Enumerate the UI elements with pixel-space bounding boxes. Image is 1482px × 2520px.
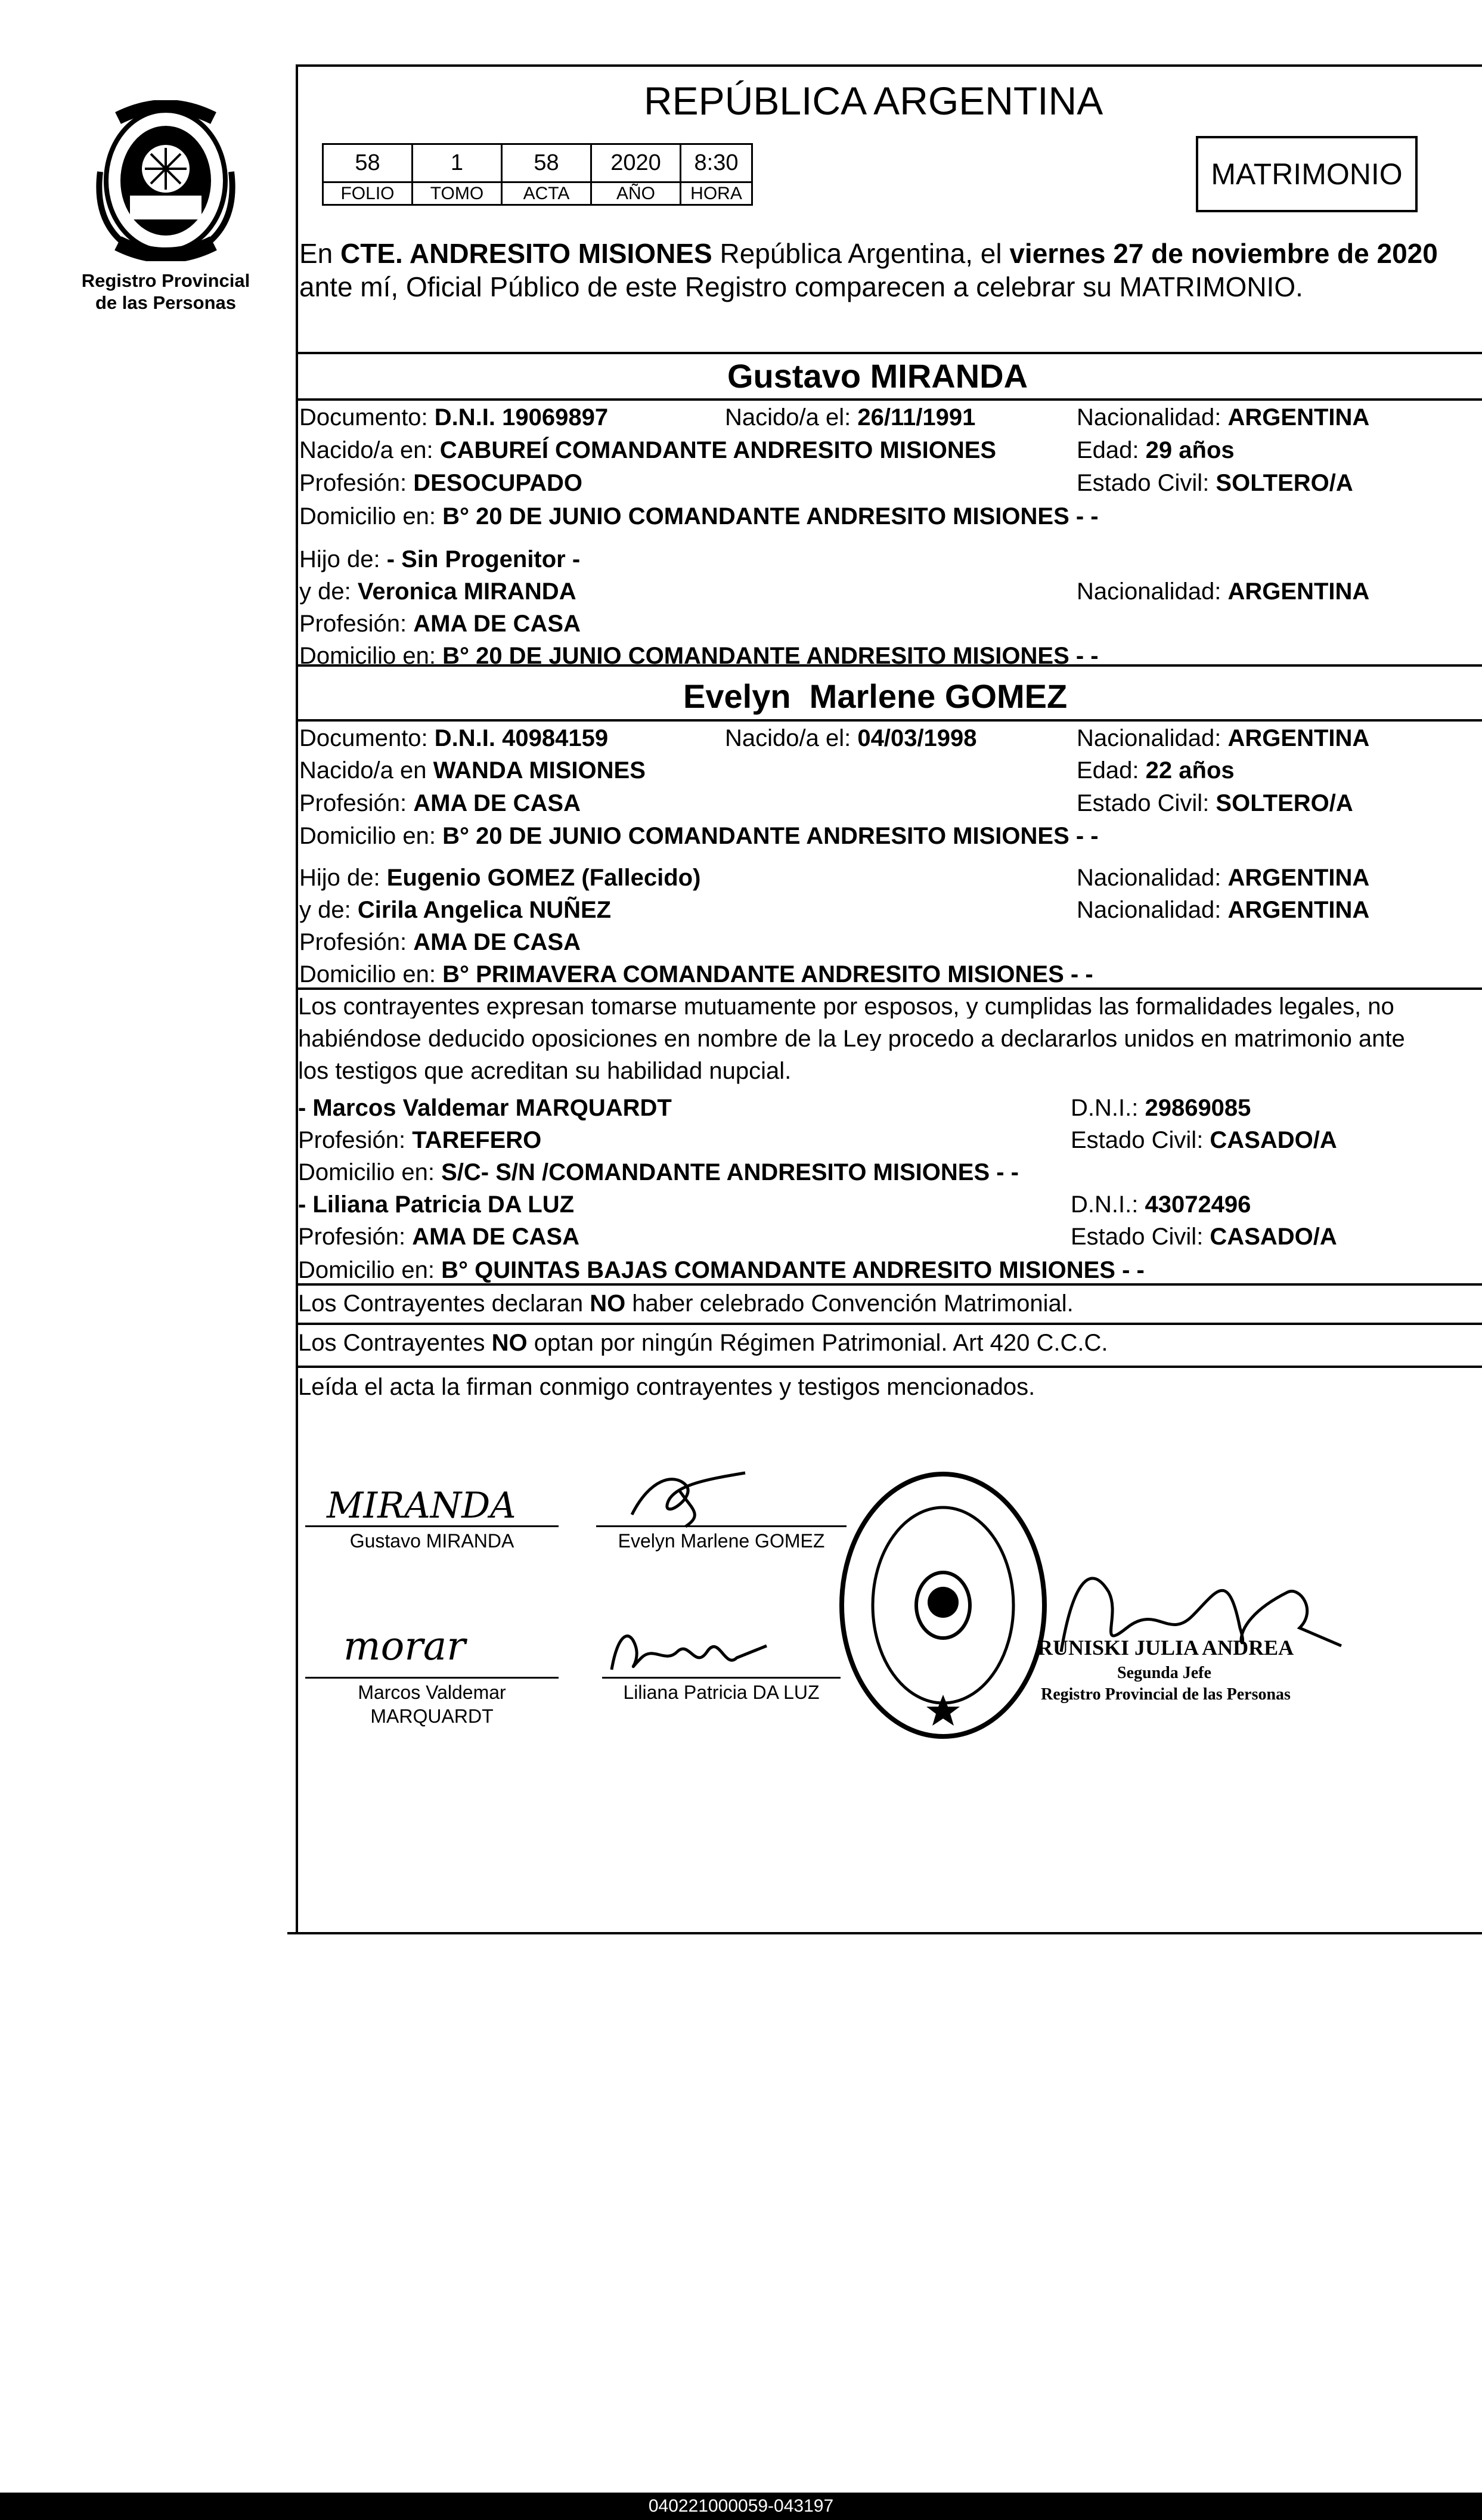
value: Cirila Angelica NUÑEZ — [357, 897, 612, 923]
value: 29 años — [1145, 437, 1235, 463]
spouse1-birthplace — [299, 438, 996, 462]
value: SOLTERO/A — [1216, 790, 1353, 816]
value: SOLTERO/A — [1216, 470, 1353, 496]
intro-place: CTE. ANDRESITO MISIONES — [340, 238, 712, 269]
spouse2-parent-addr — [299, 962, 1093, 986]
act-type-box — [1196, 136, 1418, 212]
label: Domicilio en: — [299, 503, 443, 530]
spouse2-nat — [1077, 726, 1369, 750]
label: Profesión: — [299, 929, 414, 955]
officer-org: Registro Provincial de las Personas — [1041, 1685, 1291, 1704]
declaration-line1: Los contrayentes expresan tomarse mutuamente por esposos, y cumplidas las formalidades legales, no — [298, 995, 1394, 1018]
label: Nacionalidad: — [1077, 865, 1228, 891]
value: B° 20 DE JUNIO COMANDANTE ANDRESITO MISIONES - - — [442, 503, 1099, 530]
witness1-prof — [298, 1128, 541, 1152]
declaration-line3: los testigos que acreditan su habilidad nupcial. — [298, 1058, 792, 1084]
convention-line2 — [298, 1331, 1108, 1355]
signature-marquardt: morar — [343, 1623, 466, 1669]
value: Veronica MIRANDA — [357, 578, 576, 605]
label: Profesión: — [299, 611, 414, 637]
sig-line-3 — [305, 1677, 559, 1679]
label: Domicilio en: — [299, 823, 443, 849]
tomo-label: TOMO — [413, 182, 502, 205]
label: Domicilio en: — [298, 1159, 442, 1185]
value: 04/03/1998 — [857, 725, 977, 751]
convention-line1 — [298, 1292, 1074, 1315]
sep-convention — [297, 1323, 1482, 1325]
label: Nacido/a en — [299, 757, 433, 784]
intro-date: viernes 27 de noviembre de 2020 — [1009, 238, 1438, 269]
label: Hijo de: — [299, 546, 387, 572]
intro-text: En — [299, 238, 341, 269]
spouse1-civil — [1077, 471, 1353, 495]
sep-closing — [297, 1366, 1482, 1368]
label: Profesión: — [298, 1224, 413, 1250]
label: Estado Civil: — [1071, 1224, 1210, 1250]
witness1-dni — [1071, 1096, 1251, 1120]
sep-witness-end — [297, 1283, 1482, 1286]
registry-label-line2: de las Personas — [95, 292, 237, 314]
label: y de: — [299, 897, 358, 923]
label: Nacionalidad: — [1077, 578, 1228, 605]
spouse2-mother — [299, 898, 611, 922]
value: CASADO/A — [1210, 1127, 1337, 1153]
province-seal — [94, 100, 237, 261]
value: B° PRIMAVERA COMANDANTE ANDRESITO MISIONES - - — [442, 961, 1093, 987]
sep-spouse2-name — [297, 719, 1482, 722]
spouse2-father-nat — [1077, 866, 1369, 890]
value: ARGENTINA — [1227, 578, 1370, 605]
label: D.N.I.: — [1071, 1095, 1145, 1121]
acta-value: 58 — [502, 144, 591, 182]
label: Nacionalidad: — [1077, 897, 1228, 923]
label: Domicilio en: — [299, 643, 443, 669]
declaration-line2: habiéndose deducido oposiciones en nombre de la Ley procedo a declararlos unidos en matrimonio ante — [298, 1027, 1405, 1051]
frame-bottom — [287, 1932, 1482, 1934]
sig-label-1: Gustavo MIRANDA — [349, 1530, 514, 1552]
value: 29869085 — [1145, 1095, 1251, 1121]
label: Documento: — [299, 404, 435, 431]
witness2-name: - Liliana Patricia DA LUZ — [298, 1191, 575, 1218]
spouse1-addr — [299, 504, 1099, 528]
value: D.N.I. 19069897 — [434, 404, 609, 431]
value: CABUREÍ COMANDANTE ANDRESITO MISIONES — [439, 437, 997, 463]
folio-value: 58 — [323, 144, 413, 182]
spouse2-father — [299, 866, 700, 890]
spouse1-born — [725, 405, 975, 429]
witness1-addr — [298, 1160, 1019, 1184]
spouse2-doc — [299, 726, 608, 750]
officer-role: Segunda Jefe — [1117, 1664, 1211, 1682]
signature-daluz — [606, 1622, 773, 1685]
act-type: MATRIMONIO — [1211, 157, 1403, 191]
value: B° 20 DE JUNIO COMANDANTE ANDRESITO MISIONES - - — [442, 823, 1099, 849]
value: TAREFERO — [412, 1127, 542, 1153]
sig-label-3-line1: Marcos Valdemar — [358, 1682, 506, 1703]
text: Los Contrayentes — [298, 1330, 492, 1356]
value: B° QUINTAS BAJAS COMANDANTE ANDRESITO MISIONES - - — [441, 1257, 1145, 1283]
label: Nacido/a el: — [725, 404, 858, 431]
tomo-value: 1 — [413, 144, 502, 182]
spouse2-age — [1077, 759, 1235, 782]
text: Los Contrayentes declaran — [298, 1290, 590, 1317]
value: ARGENTINA — [1227, 725, 1370, 751]
spouse2-birthplace — [299, 759, 646, 782]
spouse1-mother — [299, 580, 576, 603]
label: Edad: — [1077, 437, 1146, 463]
spouse1-father — [299, 547, 580, 571]
intro-line2: ante mí, Oficial Público de este Registro comparecen a celebrar su MATRIMONIO. — [299, 271, 1303, 302]
label: Profesión: — [299, 470, 414, 496]
spouse1-parent-prof — [299, 612, 581, 636]
sig-line-2 — [596, 1525, 847, 1527]
acta-label: ACTA — [502, 182, 591, 205]
registry-label-line1: Registro Provincial — [81, 270, 250, 291]
value: B° 20 DE JUNIO COMANDANTE ANDRESITO MISIONES - - — [442, 643, 1099, 669]
text: haber celebrado Convención Matrimonial. — [625, 1290, 1074, 1317]
spouse2-addr — [299, 824, 1099, 848]
witness1-civil — [1071, 1128, 1337, 1152]
closing-text: Leída el acta la firman conmigo contrayentes y testigos mencionados. — [298, 1374, 1035, 1400]
text-bold: NO — [590, 1290, 626, 1317]
spouse2-prof — [299, 791, 581, 815]
intro-text: República Argentina, el — [712, 238, 1010, 269]
witness2-civil — [1071, 1225, 1337, 1249]
value: S/C- S/N /COMANDANTE ANDRESITO MISIONES - - — [441, 1159, 1019, 1185]
value: D.N.I. 40984159 — [434, 725, 609, 751]
label: Nacido/a en: — [299, 437, 440, 463]
sig-label-3-line2: MARQUARDT — [370, 1705, 494, 1727]
label: Domicilio en: — [298, 1257, 442, 1283]
spouse1-age — [1077, 438, 1235, 462]
label: Nacido/a el: — [725, 725, 858, 751]
label: Nacionalidad: — [1077, 404, 1228, 431]
value: 26/11/1991 — [857, 404, 976, 431]
label: Edad: — [1077, 757, 1146, 784]
sep-header — [297, 352, 1482, 354]
page-title: REPÚBLICA ARGENTINA — [644, 79, 1103, 123]
spouse1-parent-addr — [299, 644, 1099, 668]
value: ARGENTINA — [1227, 404, 1370, 431]
sig-label-4: Liliana Patricia DA LUZ — [623, 1682, 820, 1703]
signature-miranda: MIRANDA — [327, 1485, 516, 1527]
value: 43072496 — [1145, 1191, 1251, 1218]
sig-line-4 — [602, 1677, 841, 1679]
value: AMA DE CASA — [413, 790, 581, 816]
label: Domicilio en: — [299, 961, 443, 987]
officer-name: RUNISKI JULIA ANDREA — [1037, 1636, 1294, 1660]
spouse2-civil — [1077, 791, 1353, 815]
label: Profesión: — [298, 1127, 413, 1153]
signature-officer — [1037, 1556, 1347, 1679]
year-label: AÑO — [591, 182, 681, 205]
text-bold: NO — [491, 1330, 528, 1356]
value: CASADO/A — [1210, 1224, 1337, 1250]
sig-label-3 — [305, 1680, 559, 1728]
value: - Sin Progenitor - — [386, 546, 581, 572]
value: WANDA MISIONES — [433, 757, 646, 784]
witness1-name: - Marcos Valdemar MARQUARDT — [298, 1095, 672, 1121]
witness2-prof — [298, 1225, 579, 1249]
value: AMA DE CASA — [412, 1224, 579, 1250]
frame-top — [297, 64, 1482, 67]
label: Estado Civil: — [1071, 1127, 1210, 1153]
sig-label-2: Evelyn Marlene GOMEZ — [618, 1530, 825, 1552]
sep-spouse2-end — [297, 987, 1482, 990]
sep-spouse1-name — [297, 398, 1482, 401]
sig-line-1 — [305, 1525, 559, 1527]
spouse1-nat — [1077, 405, 1369, 429]
official-stamp — [836, 1468, 1050, 1742]
folio-label: FOLIO — [323, 182, 413, 205]
value: DESOCUPADO — [413, 470, 582, 496]
label: Estado Civil: — [1077, 470, 1216, 496]
label: Estado Civil: — [1077, 790, 1216, 816]
spouse1-name: Gustavo MIRANDA — [727, 357, 1028, 395]
spouse1-mother-nat — [1077, 580, 1369, 603]
value: 22 años — [1145, 757, 1235, 784]
value: ARGENTINA — [1227, 897, 1370, 923]
text: optan por ningún Régimen Patrimonial. Art 420 C.C.C. — [527, 1330, 1108, 1356]
year-value: 2020 — [591, 144, 681, 182]
registry-label — [70, 270, 261, 314]
witness2-addr — [298, 1258, 1145, 1282]
spouse1-doc — [299, 405, 608, 429]
time-value: 8:30 — [681, 144, 752, 182]
label: Hijo de: — [299, 865, 387, 891]
value: AMA DE CASA — [413, 929, 581, 955]
spouse1-prof — [299, 471, 582, 495]
spouse2-born — [725, 726, 977, 750]
time-label: HORA — [681, 182, 752, 205]
label: Documento: — [299, 725, 435, 751]
label: Profesión: — [299, 790, 414, 816]
label: Nacionalidad: — [1077, 725, 1228, 751]
label: y de: — [299, 578, 358, 605]
value: Eugenio GOMEZ (Fallecido) — [386, 865, 701, 891]
value: ARGENTINA — [1227, 865, 1370, 891]
document-code: 040221000059-043197 — [0, 2493, 1482, 2520]
spouse2-mother-nat — [1077, 898, 1369, 922]
value: AMA DE CASA — [413, 611, 581, 637]
spouse2-parent-prof — [299, 930, 581, 954]
witness2-dni — [1071, 1193, 1251, 1216]
registry-numbers — [322, 143, 753, 206]
spouse2-name: Evelyn Marlene GOMEZ — [683, 677, 1068, 715]
label: D.N.I.: — [1071, 1191, 1145, 1218]
intro-line1 — [299, 240, 1438, 267]
